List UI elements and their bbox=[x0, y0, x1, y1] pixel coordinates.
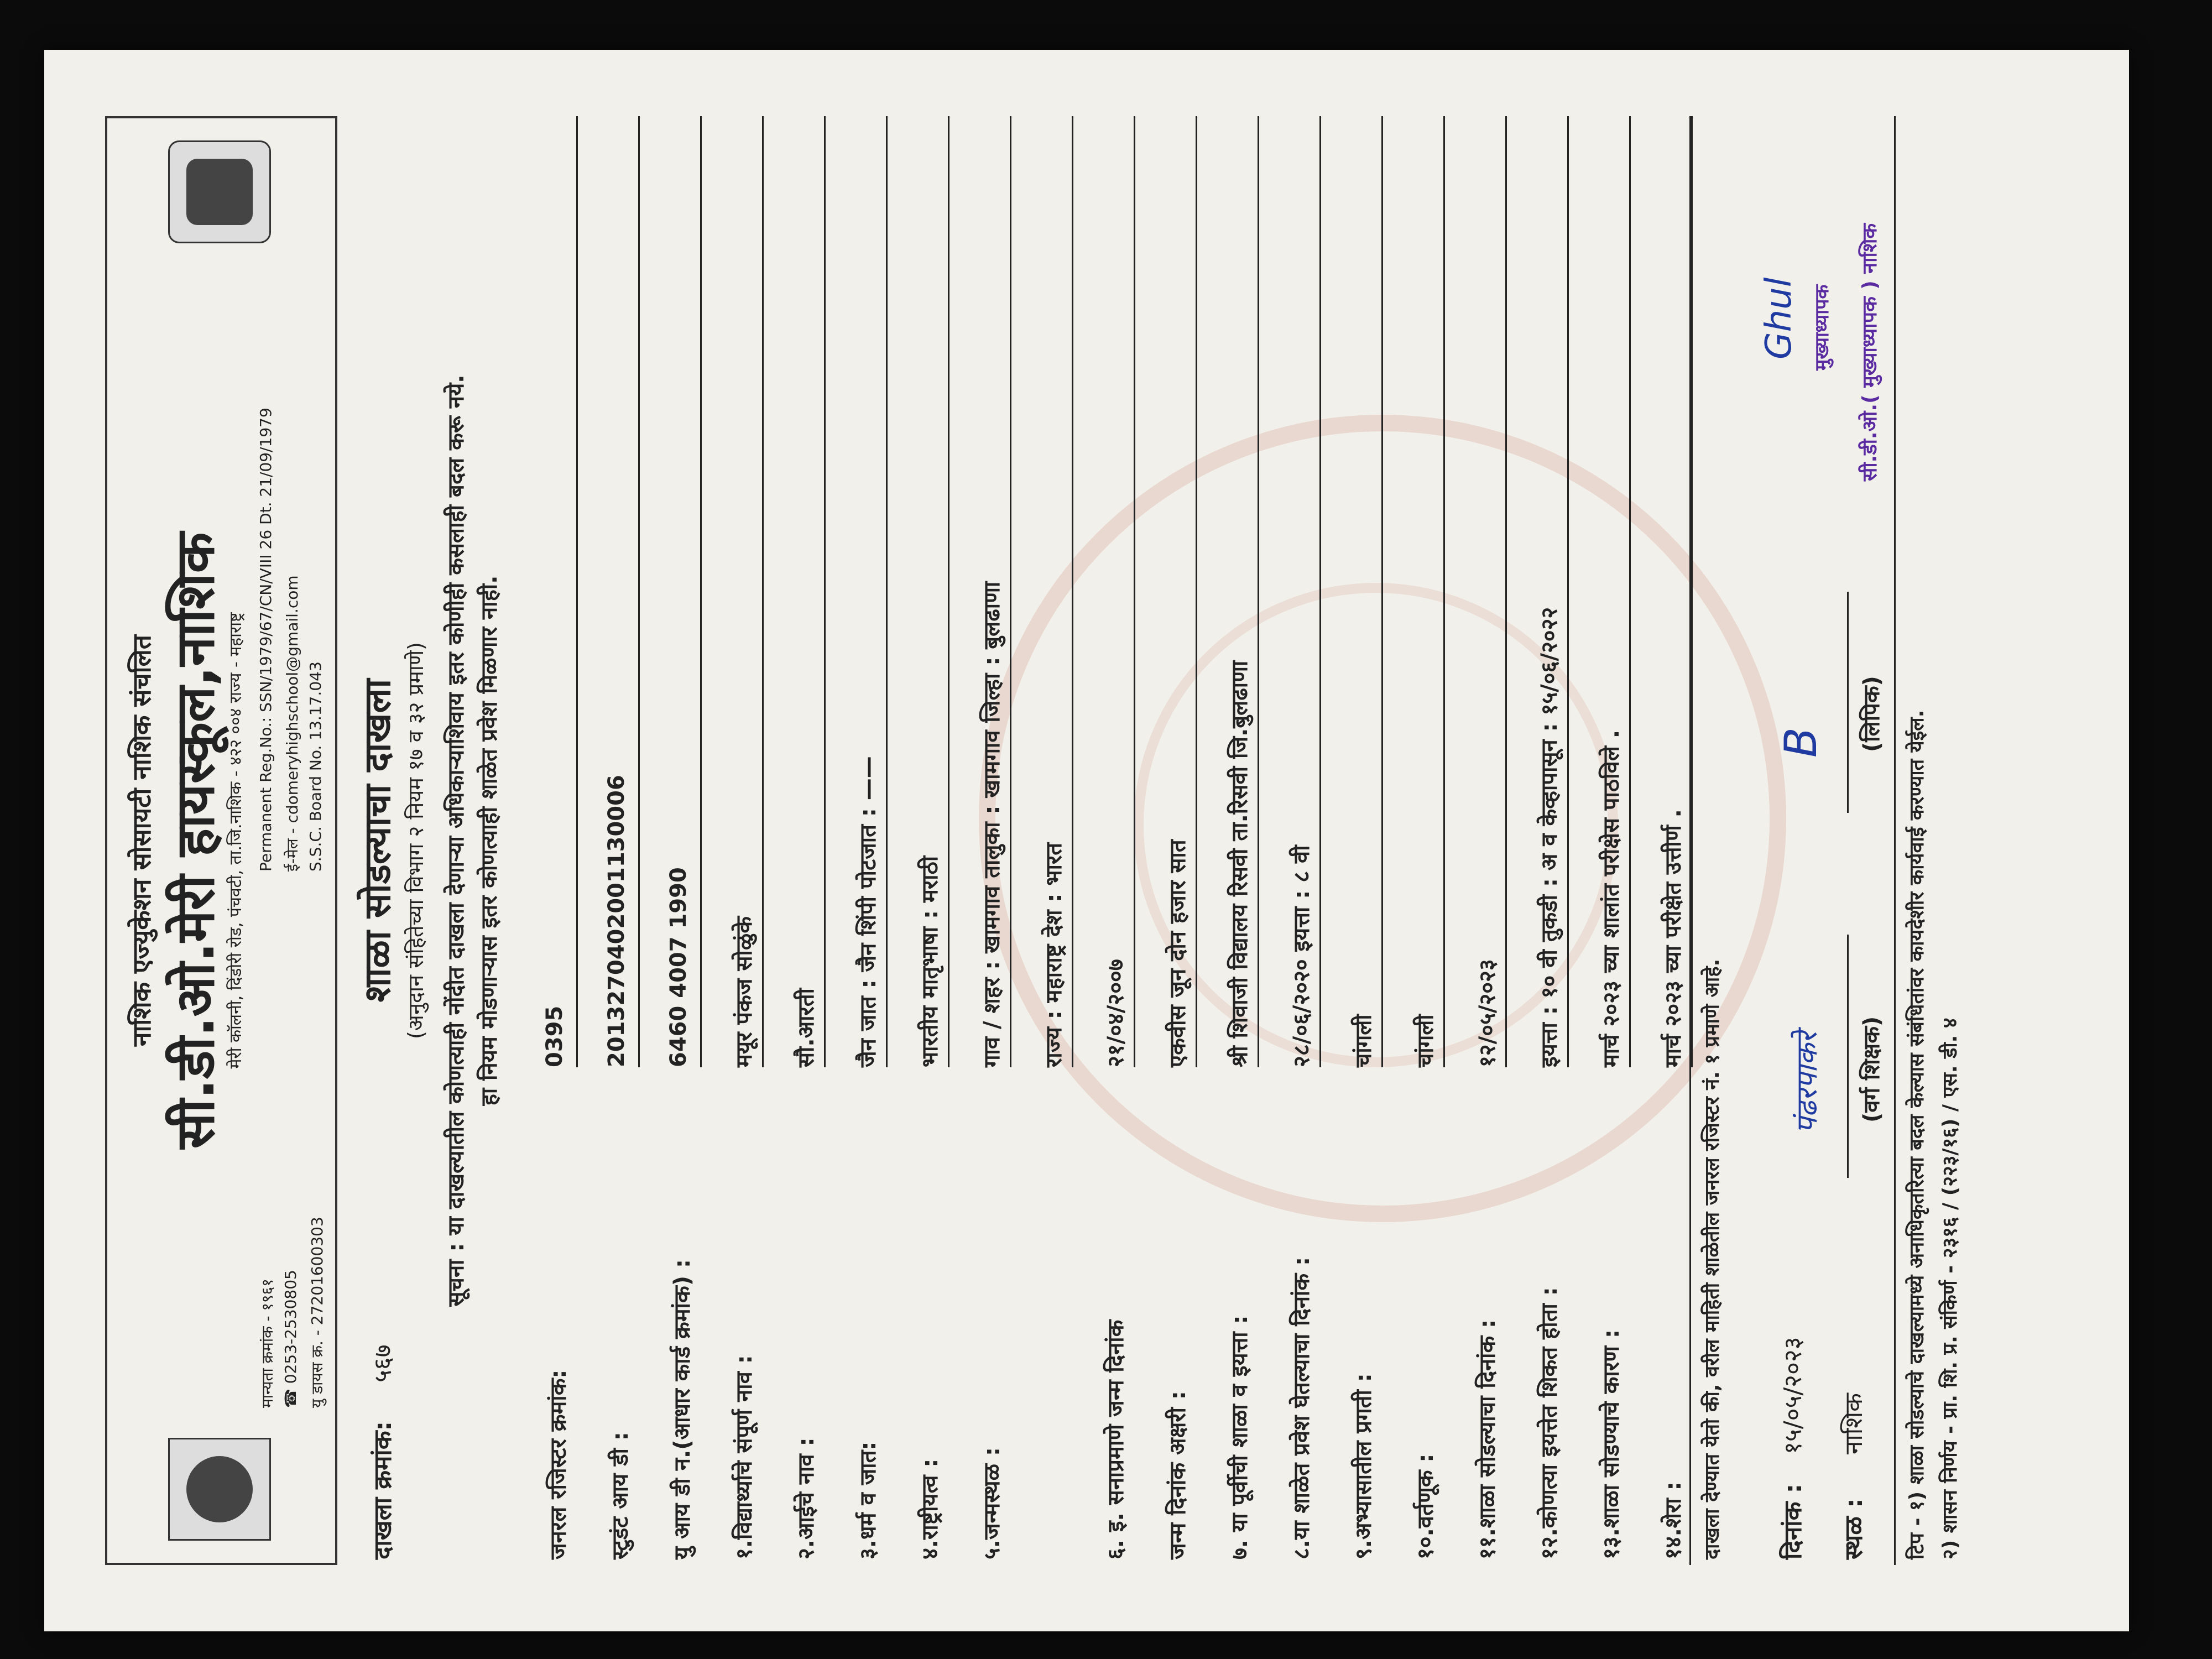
field-value: राज्य : महाराष्ट्र देश : भारत bbox=[1041, 842, 1067, 1067]
field-underline bbox=[886, 116, 888, 1067]
field-underline bbox=[1196, 116, 1197, 1067]
notice-line-2: हा नियम मोडणाऱ्यास इतर कोणत्याही शाळेत प्रवेश मिळणार नाही. bbox=[477, 575, 502, 1106]
field-value: 2013270402001130006 bbox=[604, 775, 629, 1067]
field-label: १२.कोणत्या इयत्तेत शिकत होता : bbox=[1537, 1287, 1562, 1559]
school-email: ई-मेल - cdomeryhighschool@gmail.com bbox=[283, 575, 301, 872]
field-underline bbox=[700, 116, 702, 1067]
field-value: श्री शिवाजी विद्यालय रिसवी ता.रिसवी जि.बुलढाणा bbox=[1227, 660, 1253, 1067]
field-label: ४.राष्ट्रीयत्व : bbox=[917, 1458, 943, 1559]
signature-line-clerk bbox=[1847, 592, 1849, 813]
field-label: ७. या पूर्वीची शाळा व इयत्ता : bbox=[1227, 1315, 1253, 1559]
divider-line bbox=[1689, 116, 1691, 1565]
leaving-certificate bbox=[105, 116, 2052, 1565]
date-label: दिनांक : bbox=[1779, 1483, 1807, 1559]
field-underline bbox=[1443, 116, 1445, 1067]
date-value: १५/०५/२०२३ bbox=[1779, 1337, 1807, 1454]
headmaster-signature: Ghul bbox=[1759, 277, 1799, 359]
field-label: स्टुडंट आय डी : bbox=[608, 1432, 633, 1559]
field-label: ९.अभ्यासातील प्रगती : bbox=[1351, 1373, 1376, 1559]
field-underline bbox=[824, 116, 826, 1067]
place-label: स्थळ : bbox=[1840, 1498, 1868, 1559]
field-underline bbox=[1381, 116, 1383, 1067]
signature-line-teacher bbox=[1847, 935, 1849, 1178]
headmaster-caption: सी.डी.ओ.( मुख्याध्यापक ) नाशिक bbox=[1859, 223, 1881, 481]
field-label: ३.धर्म व जात: bbox=[855, 1441, 881, 1559]
field-label: जन्म दिनांक अक्षरी : bbox=[1165, 1391, 1191, 1559]
class-teacher-caption: (वर्ग शिक्षक) bbox=[1859, 1016, 1885, 1123]
field-underline bbox=[1134, 116, 1135, 1067]
notes-divider bbox=[1894, 116, 1896, 1565]
field-value: गाव / शहर : खामगाव तालुका : खामगाव जिल्हा : बुलढाणा bbox=[979, 581, 1005, 1067]
field-value: 0395 bbox=[542, 1005, 567, 1067]
field-label: ५.जन्मस्थळ : bbox=[979, 1447, 1005, 1559]
note-line-2: २) शासन निर्णय - प्रा. शि. प्र. संकिर्ण - २३१६ / (२२३/१६) / एस. डी. ४ bbox=[1939, 1018, 1961, 1559]
field-value: मार्च २०२३ च्या परीक्षेत उत्तीर्ण . bbox=[1661, 809, 1686, 1067]
field-label: जनरल रजिस्टर क्रमांक: bbox=[546, 1369, 571, 1559]
field-underline bbox=[1567, 116, 1569, 1067]
clerk-caption: (लिपिक) bbox=[1859, 676, 1885, 752]
certify-text: दाखला देण्यात येतो की, वरील माहिती शाळेतील जनरल रजिस्टर नं. १ प्रमाणे आहे. bbox=[1701, 958, 1724, 1559]
field-label: १४.शेरा : bbox=[1661, 1481, 1686, 1559]
certificate-title: शाळा सोडल्याचा दाखला bbox=[356, 679, 399, 1003]
school-address: मेरी कॉलनी, दिंडोरी रोड, पंचवटी, ता.जि.नाशिक - ४२२ ००४ राज्य - महाराष्ट्र bbox=[226, 612, 246, 1069]
place-value: नाशिक bbox=[1840, 1393, 1868, 1454]
field-underline bbox=[1258, 116, 1259, 1067]
serial-value: ५६७ bbox=[369, 1344, 397, 1383]
school-name: सी.डी.ओ.मेरी हायस्कूल,नाशिक bbox=[164, 532, 226, 1149]
field-label: १३.शाळा सोडण्याचे कारण : bbox=[1599, 1329, 1624, 1559]
field-underline bbox=[948, 116, 950, 1067]
class-teacher-signature: पंढरपाकरे bbox=[1791, 1031, 1824, 1134]
field-value: इयत्ता : १० वी तुकडी : अ व केव्हापासून : १५/०६/२०२२ bbox=[1537, 607, 1562, 1067]
field-value: चांगली bbox=[1351, 1014, 1376, 1067]
field-value: एकवीस जून दोन हजार सात bbox=[1165, 839, 1191, 1067]
field-label: २.आईचे नाव : bbox=[794, 1437, 819, 1559]
document-paper bbox=[44, 50, 2129, 1631]
field-value: जैन जात : जैन शिंपी पोटजात : —— bbox=[855, 756, 881, 1067]
phone-number: ☎ 0253-2530805 bbox=[281, 1270, 300, 1408]
recognition-no: मान्यता क्रमांक - १९६१ bbox=[258, 1279, 276, 1408]
field-label: ६. इ. सनाप्रमाणे जन्म दिनांक bbox=[1103, 1319, 1129, 1559]
field-underline bbox=[576, 116, 578, 1067]
field-label: १०.वर्तणूक : bbox=[1413, 1453, 1438, 1559]
field-value: मार्च २०२३ च्या शालांत परीक्षेस पाठविले . bbox=[1599, 729, 1624, 1067]
school-header bbox=[105, 116, 337, 1565]
field-value: २८/०६/२०२० इयत्ता : ८ वी bbox=[1289, 845, 1314, 1067]
notice-line-1: सूचना : या दाखल्यातील कोणत्याही नोंदीत दाखला देणाऱ्या अधिकाऱ्याशिवाय इतर कोणीही कसलाही बदल करू नये. bbox=[444, 374, 469, 1307]
headmaster-stamp: मुख्याध्यापक bbox=[1811, 284, 1833, 371]
field-underline bbox=[1691, 116, 1693, 1067]
field-value: मयूर पंकज सोळुंके bbox=[732, 916, 757, 1067]
field-value: १२/०५/२०२३ bbox=[1475, 959, 1500, 1067]
udise-no: यु डायस क्र. - 27201600303 bbox=[308, 1217, 326, 1408]
permanent-reg: Permanent Reg.No.: SSN/1979/67/CN/VIII 26 Dt. 21/09/1979 bbox=[257, 408, 275, 872]
field-label: १.विद्यार्थ्याचे संपूर्ण नाव : bbox=[732, 1355, 757, 1559]
clerk-signature: B bbox=[1775, 727, 1827, 758]
field-label: ११.शाळा सोडल्याचा दिनांक : bbox=[1475, 1319, 1500, 1559]
field-underline bbox=[1010, 116, 1011, 1067]
serial-label: दाखला क्रमांक: bbox=[369, 1421, 397, 1559]
note-line-1: टिप - १) शाळा सोडल्याचे दाखल्यामध्ये अनाधिकृतरित्या बदल केल्यास संबंधितांवर कायदेशीर कार्यवाई करण्यात येईल. bbox=[1906, 709, 1928, 1559]
field-value: 6460 4007 1990 bbox=[666, 867, 691, 1067]
field-value: चांगली bbox=[1413, 1014, 1438, 1067]
field-value: २१/०४/२००७ bbox=[1103, 959, 1129, 1067]
field-underline bbox=[1072, 116, 1073, 1067]
certificate-subtitle: (अनुदान संहितेच्या विभाग २ नियम १७ व ३२ प्रमाणे) bbox=[404, 641, 428, 1040]
field-value: सौ.आरती bbox=[794, 988, 819, 1067]
society-name: नाशिक एज्युकेशन सोसायटी नाशिक संचलित bbox=[127, 635, 156, 1046]
field-value: भारतीय मातृभाषा : मराठी bbox=[917, 855, 943, 1067]
field-underline bbox=[1505, 116, 1507, 1067]
field-underline bbox=[1319, 116, 1321, 1067]
field-label: ८.या शाळेत प्रवेश घेतल्याचा दिनांक : bbox=[1289, 1256, 1314, 1559]
field-underline bbox=[1629, 116, 1631, 1067]
rotated-page bbox=[44, 50, 2129, 1631]
field-underline bbox=[762, 116, 764, 1067]
field-label: यु आय डी न.(आधार कार्ड क्रमांक) : bbox=[670, 1259, 695, 1559]
board-no: S.S.C. Board No. 13.17.043 bbox=[306, 661, 325, 872]
field-underline bbox=[638, 116, 640, 1067]
